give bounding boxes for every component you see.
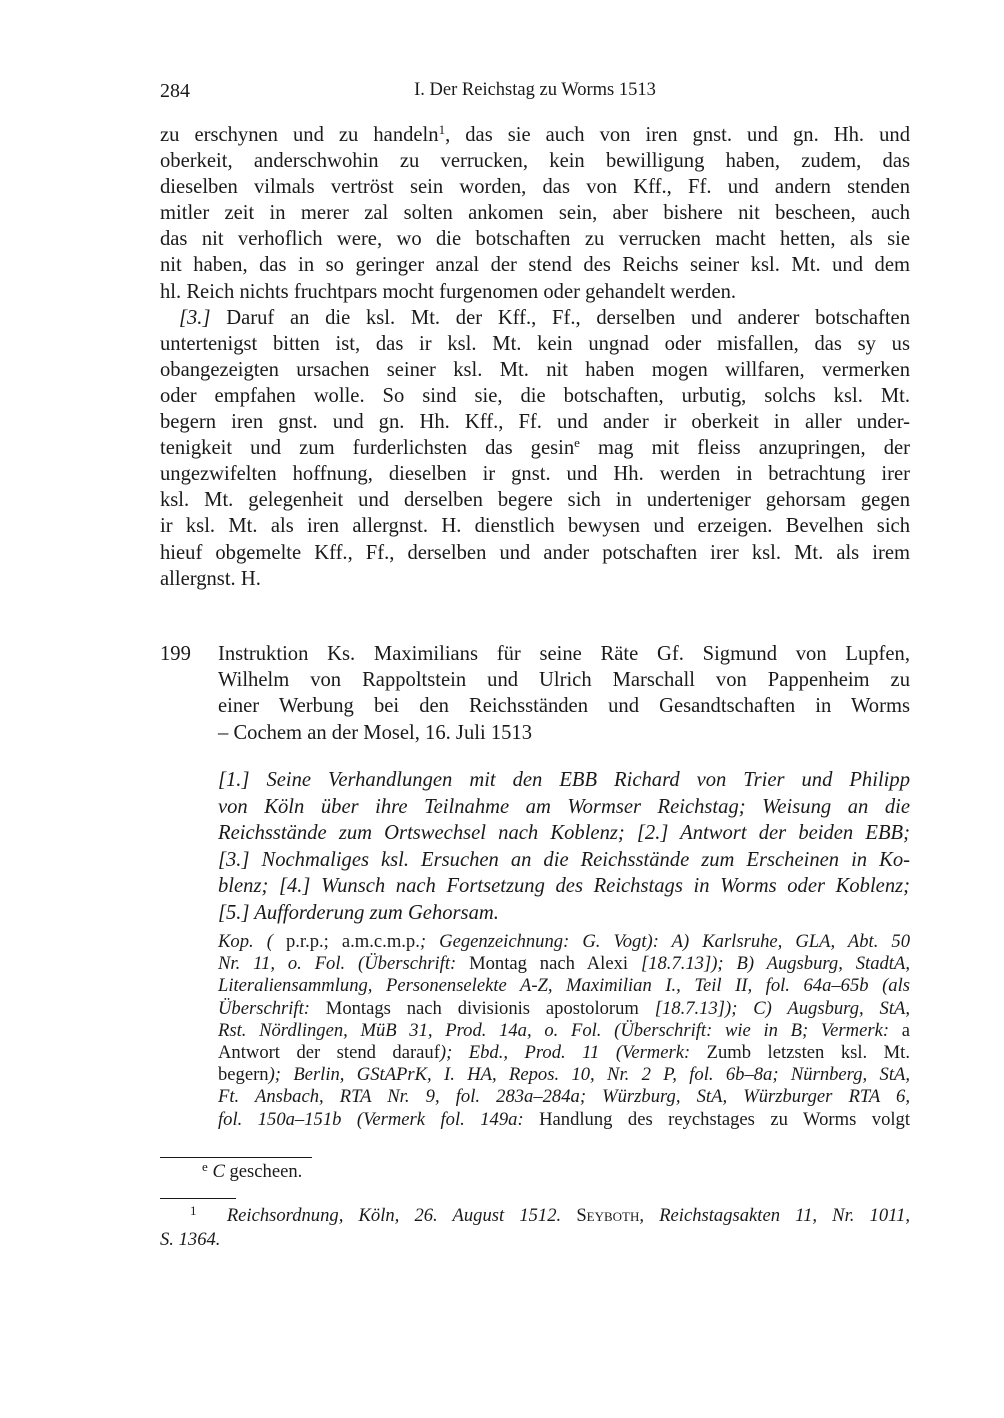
regest-line: Reichsstände zum Ortswechsel nach Koblenz; [2.] Antwort der beiden EBB; <box>218 822 910 845</box>
source-line: Ft. Ansbach, RTA Nr. 9, fol. 283a–284a; Würzburg, StA, Würzburger RTA 6, <box>218 1086 910 1108</box>
text-run: p.r.p.; a.m.c.m.p. <box>272 931 420 952</box>
regest-line: blenz; [4.] Wunsch nach Fortsetzung des Reichstags in Worms oder Koblenz; <box>218 875 910 898</box>
text-run: Rst. Nördlingen, MüB 31, Prod. 14a, o. Fol. (Überschrift: wie in B; Vermerk: <box>218 1019 902 1041</box>
text-run: ; Gegenzeichnung: G. Vogt): A) Karlsruhe, GLA, Abt. 50 <box>419 931 911 952</box>
text-run: Montags nach divisionis apostolorum <box>325 997 639 1019</box>
regest-summary <box>218 767 910 927</box>
text-run: , Reichstagsakten 11, Nr. 1011, <box>639 1205 911 1226</box>
text-line: untertenigst bitten ist, das ir ksl. Mt. kein ungnad oder misfallen, das sy us <box>160 332 910 355</box>
footnote-e <box>202 1160 302 1184</box>
text-run: a <box>901 1019 910 1041</box>
text-run: Handlung des reychstages zu Worms volgt <box>539 1108 910 1130</box>
text-run: [18.7.13]); C) Augsburg, StA, <box>638 997 910 1019</box>
title-line: Wilhelm von Rappoltstein und Ulrich Marschall von Pappenheim zu <box>218 669 910 692</box>
text-line: hieuf obgemelte Kff., Ff., derselben und ander potschaften irer ksl. Mt. als irem <box>160 541 910 564</box>
document-number: 199 <box>160 643 191 665</box>
text-line: oder empfahen wolle. So sind sie, die botschaften, urbutig, solchs ksl. Mt. <box>160 384 910 407</box>
page-number: 284 <box>160 80 190 102</box>
text-line: begern iren gnst. und gn. Hh. Kff., Ff. und ander ir oberkeit in aller under- <box>160 411 910 434</box>
paragraph-continuation <box>160 122 910 305</box>
title-line: Instruktion Ks. Maximilians für seine Räte Gf. Sigmund von Lupfen, <box>218 643 910 665</box>
footnote-mark: 1 <box>190 1203 197 1218</box>
source-apparatus <box>218 931 910 1131</box>
text-line: allergnst. H. <box>160 567 261 590</box>
text-line: obangezeigten ursachen seiner ksl. Mt. nit haben mogen willfaren, vermerken <box>160 358 910 381</box>
text-run: ); Ebd., Prod. 11 (Vermerk: <box>439 1042 707 1064</box>
footnote-mark: e <box>202 1159 208 1174</box>
text-run: Kop. ( <box>218 931 273 952</box>
text-run: mag mit fleiss anzupringen, der <box>579 437 911 460</box>
text-run: Überschrift: <box>218 997 326 1019</box>
text-line: das nit verhoflich were, wo die botschaften zu verrucken macht hetten, als sie <box>160 228 910 251</box>
footnote-1 <box>160 1204 910 1252</box>
text-run: Zumb letzsten ksl. Mt. <box>706 1042 911 1064</box>
text-run: zu erschynen und zu handeln <box>160 124 439 146</box>
main-text <box>160 122 910 592</box>
running-header <box>160 80 910 106</box>
text-line: ksl. Mt. gelegenheit und derselben begere sich in underteniger gehorsam gegen <box>160 489 910 512</box>
source-line: Literaliensammlung, Personenselekte A-Z, Maximilian I., Teil II, fol. 64a–65b (als <box>218 975 910 997</box>
text-run: fol. 150a–151b (Vermerk fol. 149a: <box>218 1108 540 1130</box>
regest-line: [1.] Seine Verhandlungen mit den EBB Richard von Trier und Philipp <box>218 769 910 791</box>
text-line: dieselben vilmals vertröst sein worden, das von Kff., Ff. und andern stenden <box>160 176 910 199</box>
text-line: nit haben, das in so geringer anzal der stend des Reichs seiner ksl. Mt. und dem <box>160 254 910 277</box>
regest-line: von Köln über ihre Teilnahme am Wormser Reichstag; Weisung an die <box>218 795 910 818</box>
footnote-divider <box>160 1198 236 1199</box>
text-line: ungezwifelten hoffnung, dieselben ir gnst. und Hh. werden in betrachtung irer <box>160 463 910 486</box>
regest-line: [3.] Nochmaliges ksl. Ersuchen an die Reichsstände zum Erscheinen in Ko- <box>218 848 910 871</box>
regest-line: [5.] Aufforderung zum Gehorsam. <box>218 901 499 924</box>
text-line: ir ksl. Mt. als iren allergnst. H. dienstlich bewysen und erzeigen. Bevelhen sich <box>160 515 910 538</box>
text-run: tenigkeit und zum furderlichsten das gesin <box>160 437 575 460</box>
section-marker: [3.] <box>179 306 211 329</box>
text-run: ); Berlin, GStAPrK, I. HA, Repos. 10, Nr. 2 P, fol. 6b–8a; Nürnberg, StA, <box>268 1064 910 1086</box>
text-line: S. 1364. <box>160 1229 221 1250</box>
text-line: hl. Reich nichts fruchtpars mocht furgenomen oder gehandelt werden. <box>160 280 737 303</box>
text-run: Daruf an die ksl. Mt. der Kff., Ff., derselben und anderer botschaften <box>210 306 910 329</box>
text-run: begern <box>218 1064 269 1086</box>
text-line: mitler zeit in merer zal solten ankomen sein, aber bishere nit bescheen, auch <box>160 202 910 225</box>
text-run: Montag nach Alexi <box>469 953 629 975</box>
footnote-ref-1[interactable]: 1 <box>438 122 446 137</box>
footnote-ref-e[interactable]: e <box>574 435 580 451</box>
author-name: Seyboth <box>576 1205 640 1226</box>
text-run: Reichsordnung, Köln, 26. August 1512. <box>226 1205 577 1226</box>
text-line: oberkeit, anderschwohin zu verrucken, kein bewilligung haben, zudem, das <box>160 150 910 173</box>
running-title: I. Der Reichstag zu Worms 1513 <box>414 80 656 100</box>
text-run: , das sie auch von iren gnst. und gn. Hh. und <box>445 124 911 146</box>
footnote-divider <box>160 1157 312 1158</box>
title-line: – Cochem an der Mosel, 16. Juli 1513 <box>218 721 533 744</box>
title-line: einer Werbung bei den Reichsständen und Gesandtschaften in Worms <box>218 695 910 718</box>
footnote-text: gescheen. <box>224 1161 303 1182</box>
paragraph-3 <box>160 305 910 592</box>
footnote-siglum: C <box>212 1161 225 1182</box>
document-title <box>218 641 910 746</box>
text-run: Antwort der stend darauf <box>218 1042 440 1064</box>
text-run: Nr. 11, o. Fol. (Überschrift: <box>218 953 470 975</box>
text-run: [18.7.13]); B) Augsburg, StadtA, <box>628 953 910 975</box>
